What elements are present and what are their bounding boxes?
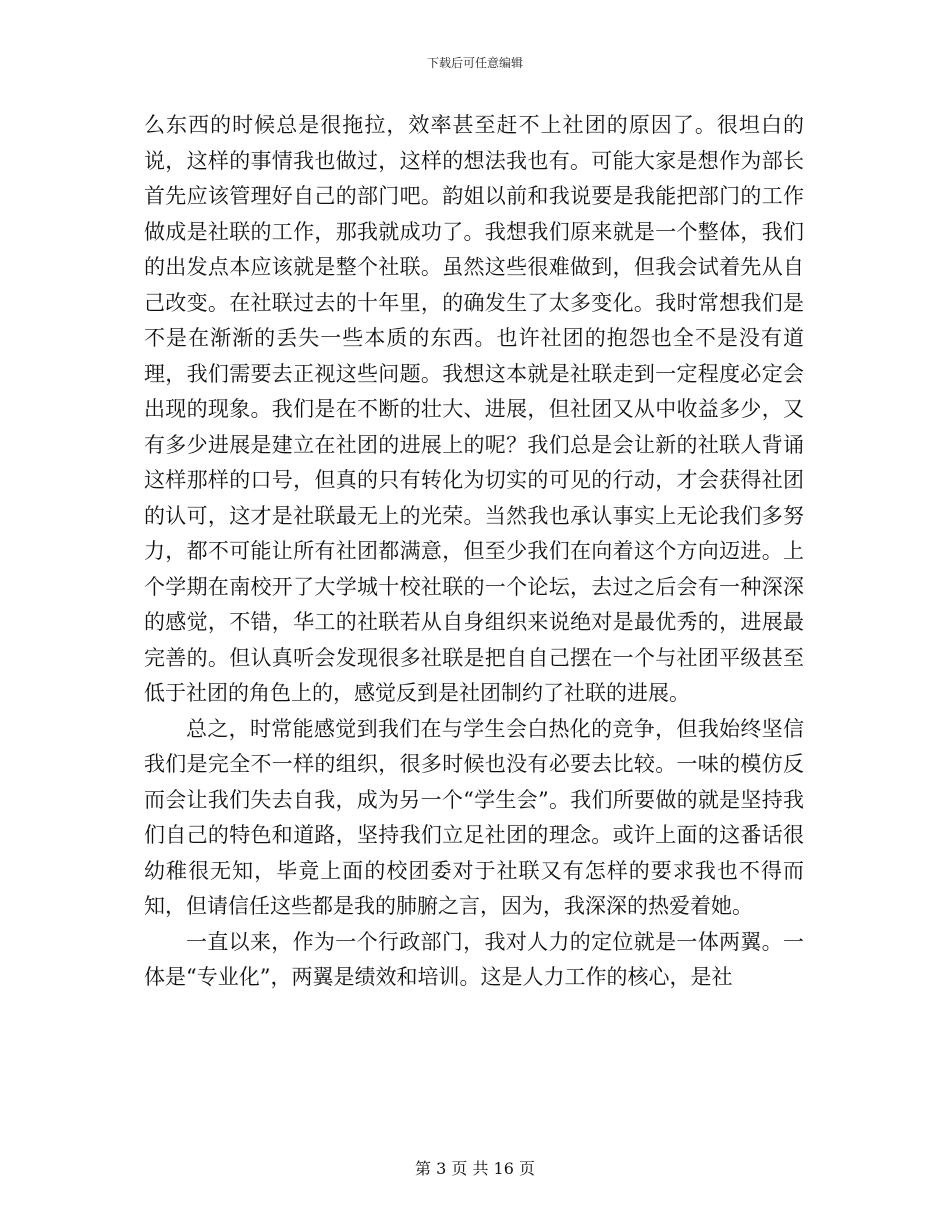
page-header: 下载后可任意编辑: [426, 56, 523, 70]
document-body: [144, 108, 804, 996]
paragraph-3: 一直以来，作为一个行政部门，我对人力的定位就是一体两翼。一体是“专业化”，两翼是绩效和培训。这是人力工作的核心，是社: [144, 929, 804, 989]
page-footer: 第 3 页 共 16 页: [415, 1159, 535, 1178]
paragraph-1: 么东西的时候总是很拖拉，效率甚至赶不上社团的原因了。很坦白的说，这样的事情我也做过，这样的想法我也有。可能大家是想作为部长首先应该管理好自己的部门吧。韵姐以前和我说要是我能把部门的工作做成是社联的工作，那我就成功了。我想我们原来就是一个整体，我们的出发点本应该就是整个社联。虽然这些很难做到，但我会试着先从自己改变。在社联过去的十年里，的确发生了太多变化。我时常想我们是不是在渐渐的丢失一些本质的东西。也许社团的抱怨也全不是没有道理，我们需要去正视这些问题。我想这本就是社联走到一定程度必定会出现的现象。我们是在不断的壮大、进展，但社团又从中收益多少，又有多少进展是建立在社团的进展上的呢？我们总是会让新的社联人背诵这样那样的口号，但真的只有转化为切实的可见的行动，才会获得社团的认可，这才是社联最无上的光荣。当然我也承认事实上无论我们多努力，都不可能让所有社团都满意，但至少我们在向着这个方向迈进。上个学期在南校开了大学城十校社联的一个论坛，去过之后会有一种深深的感觉，不错，华工的社联若从自身组织来说绝对是最优秀的，进展最完善的。但认真听会发现很多社联是把自自己摆在一个与社团平级甚至低于社团的角色上的，感觉反到是社团制约了社联的进展。: [144, 113, 804, 705]
paragraph-2: 总之，时常能感觉到我们在与学生会白热化的竞争，但我始终坚信我们是完全不一样的组织，很多时候也没有必要去比较。一味的模仿反而会让我们失去自我，成为另一个“学生会”。我们所要做的就是坚持我们自己的特色和道路，坚持我们立足社团的理念。或许上面的这番话很幼稚很无知，毕竟上面的校团委对于社联又有怎样的要求我也不得而知，但请信任这些都是我的肺腑之言，因为，我深深的热爱着她。: [144, 716, 804, 918]
